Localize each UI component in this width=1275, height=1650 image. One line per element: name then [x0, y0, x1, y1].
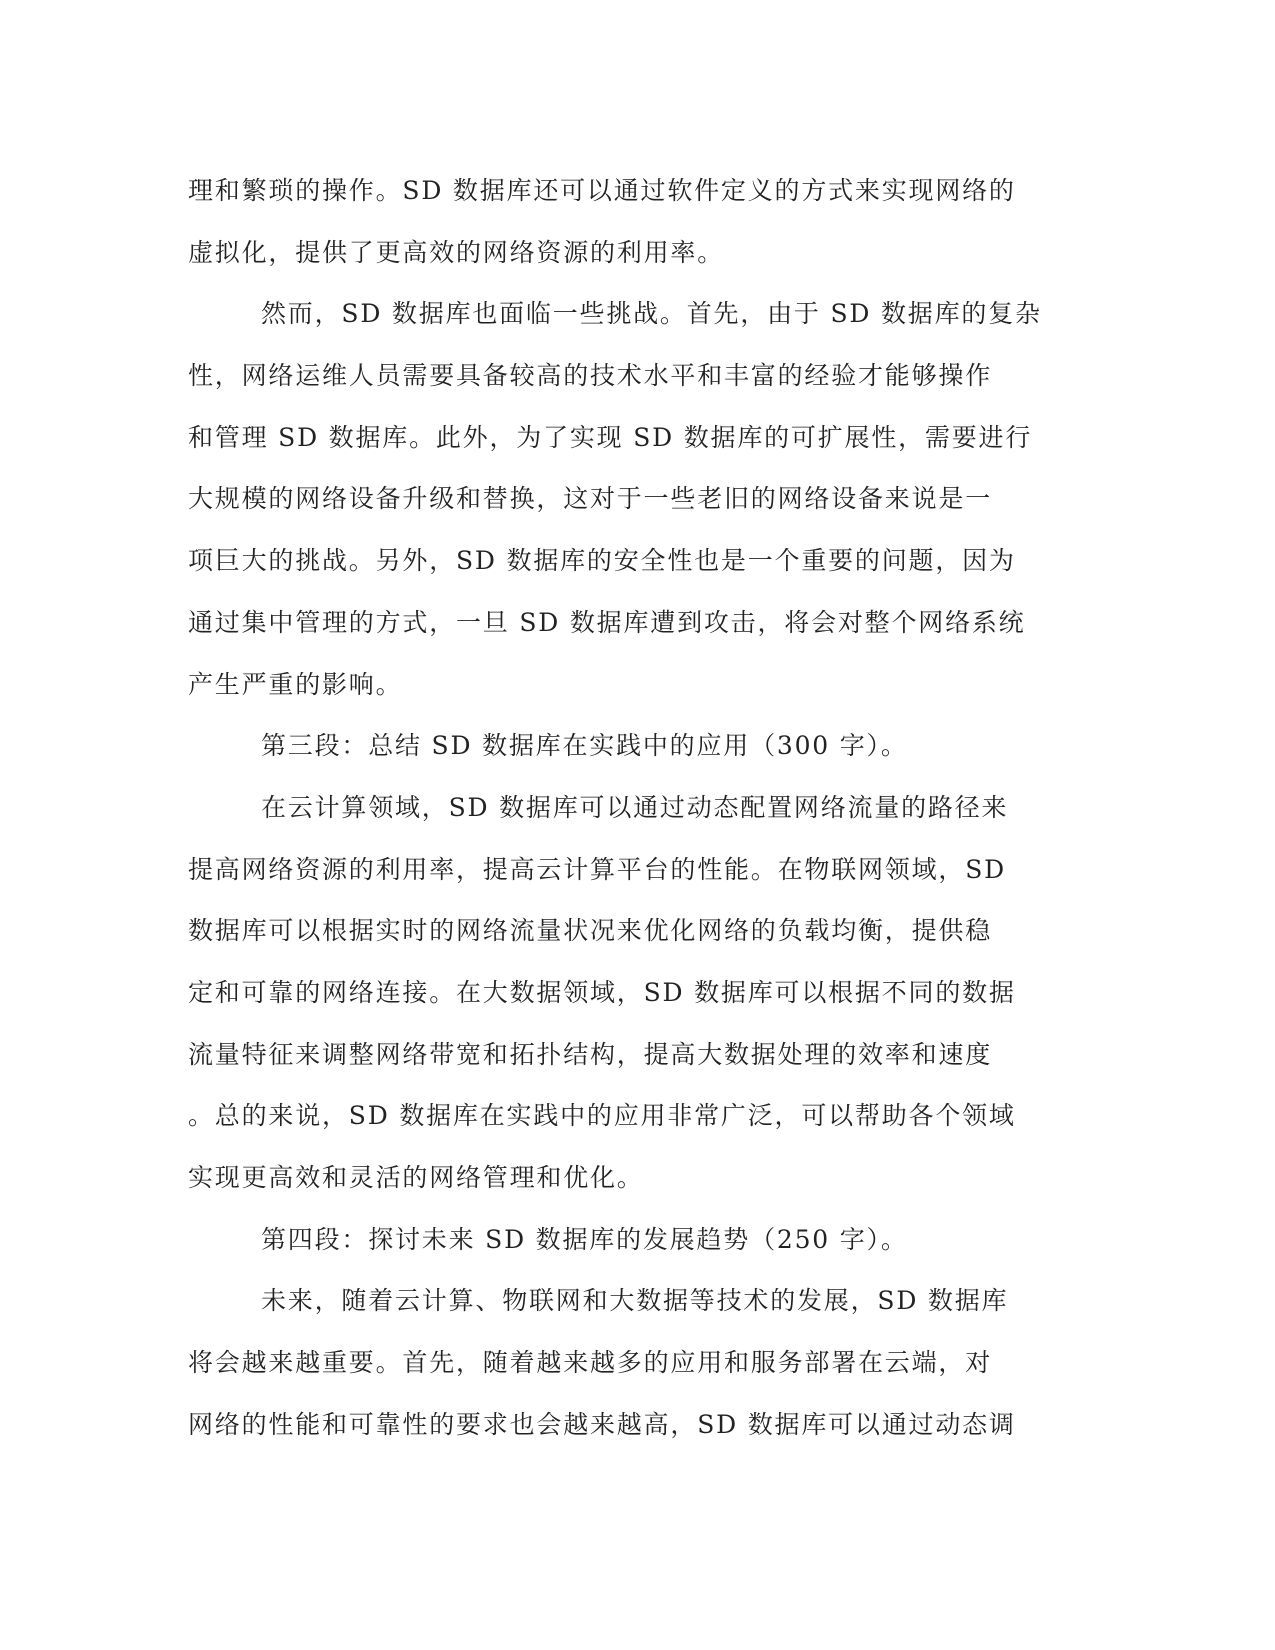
text-line: 定和可靠的网络连接。在大数据领域，SD 数据库可以根据不同的数据: [188, 977, 1016, 1007]
section-heading: 第四段：探讨未来 SD 数据库的发展趋势（250 字）。: [261, 1224, 908, 1254]
text-line: 。总的来说，SD 数据库在实践中的应用非常广泛，可以帮助各个领域: [188, 1101, 1016, 1131]
text-line: 和管理 SD 数据库。此外，为了实现 SD 数据库的可扩展性，需要进行: [188, 422, 1033, 452]
paragraph-start-line: 在云计算领域，SD 数据库可以通过动态配置网络流量的路径来: [261, 792, 1009, 822]
text-line: 性，网络运维人员需要具备较高的技术水平和丰富的经验才能够操作: [188, 361, 993, 391]
paragraph-start-line: 然而，SD 数据库也面临一些挑战。首先，由于 SD 数据库的复杂: [261, 299, 1042, 329]
text-line: 流量特征来调整网络带宽和拓扑结构，提高大数据处理的效率和速度: [188, 1039, 993, 1069]
text-line: 大规模的网络设备升级和替换，这对于一些老旧的网络设备来说是一: [188, 484, 993, 514]
text-line: 网络的性能和可靠性的要求也会越来越高，SD 数据库可以通过动态调: [188, 1409, 1016, 1439]
text-line: 理和繁琐的操作。SD 数据库还可以通过软件定义的方式来实现网络的: [188, 176, 1016, 205]
paragraph-start-line: 未来，随着云计算、物联网和大数据等技术的发展，SD 数据库: [261, 1286, 1009, 1316]
text-line: 通过集中管理的方式，一旦 SD 数据库遭到攻击，将会对整个网络系统: [188, 607, 1026, 637]
text-line: 产生严重的影响。: [188, 669, 403, 699]
section-heading: 第三段：总结 SD 数据库在实践中的应用（300 字）。: [261, 731, 908, 761]
body-text: [188, 160, 1088, 1455]
text-line: 实现更高效和灵活的网络管理和优化。: [188, 1163, 644, 1192]
text-line: 虚拟化，提供了更高效的网络资源的利用率。: [188, 237, 725, 267]
text-line: 数据库可以根据实时的网络流量状况来优化网络的负载均衡，提供稳: [188, 916, 993, 946]
text-line: 项巨大的挑战。另外，SD 数据库的安全性也是一个重要的问题，因为: [188, 546, 1016, 576]
text-line: 将会越来越重要。首先，随着越来越多的应用和服务部署在云端，对: [188, 1348, 993, 1378]
text-line: 提高网络资源的利用率，提高云计算平台的性能。在物联网领域，SD: [188, 854, 1006, 884]
